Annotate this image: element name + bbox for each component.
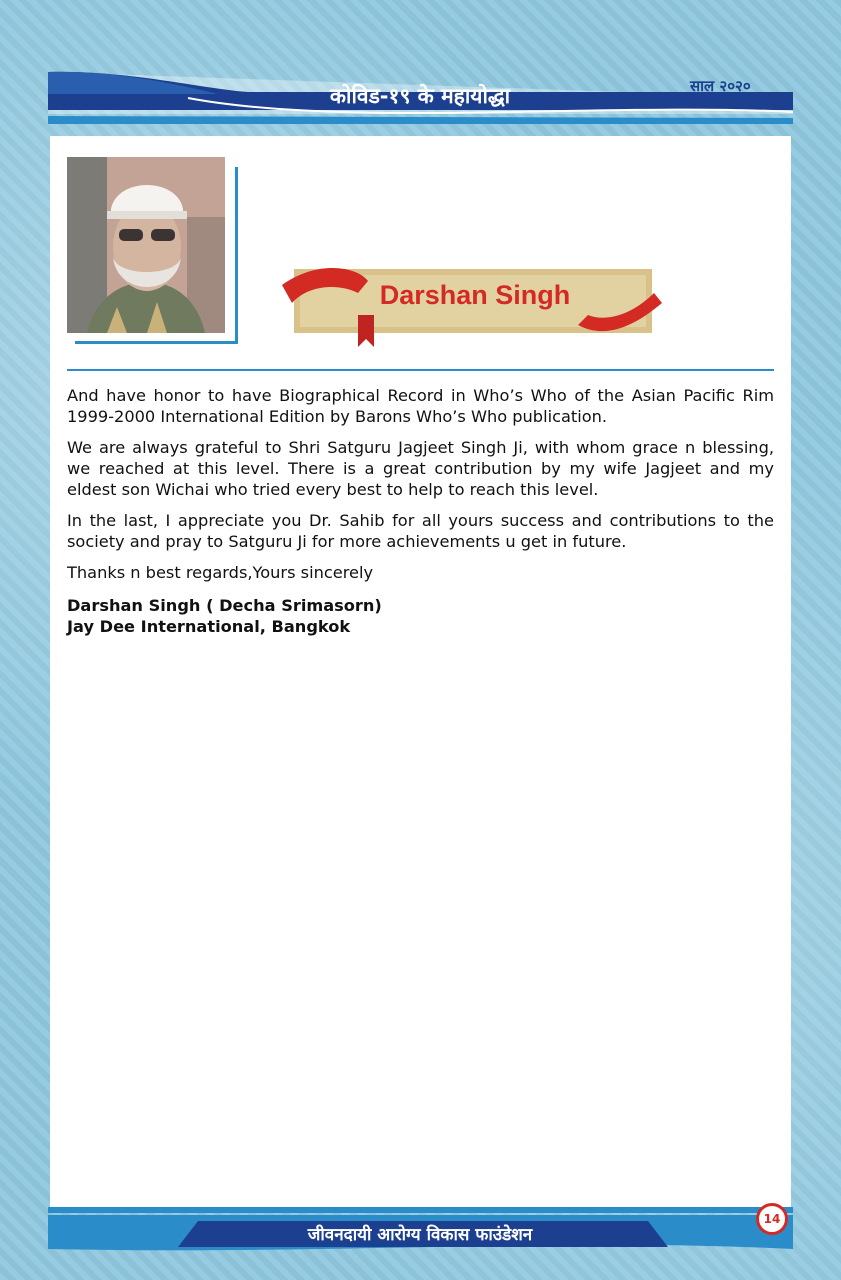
closing-line: Thanks n best regards,Yours sincerely [67,563,374,582]
footer-text: जीवनदायी आरोग्य विकास फाउंडेशन [307,1225,533,1245]
signature-name: Darshan Singh ( Decha Srimasorn) [67,596,382,615]
letter-body [67,385,774,637]
header-title: कोविड-१९ के महायोद्धा [329,84,511,108]
photo-frame [67,157,233,341]
page-number: 14 [756,1203,788,1235]
signature-org: Jay Dee International, Bangkok [67,617,351,636]
paragraph-1: And have honor to have Biographical Record in Who’s Who of the Asian Pacific Rim 1999-2000 International Edition by Barons Who’s Who publication. [67,386,774,426]
portrait-photo-icon [67,157,225,333]
paragraph-2: We are always grateful to Shri Satguru Jagjeet Singh Ji, with whom grace n blessing, we reached at this level. There is a great contribution by my wife Jagjeet and my eldest son Wichai who tried every best to help to reach this level. [67,438,774,499]
section-divider [67,369,774,371]
profile-name: Darshan Singh [379,280,571,310]
signature-block [67,595,774,637]
paragraph-3: In the last, I appreciate you Dr. Sahib for all yours success and contributions to the society and pray to Satguru Ji for more achievements u get in future. [67,511,774,551]
header-year: साल २०२० [690,77,751,95]
